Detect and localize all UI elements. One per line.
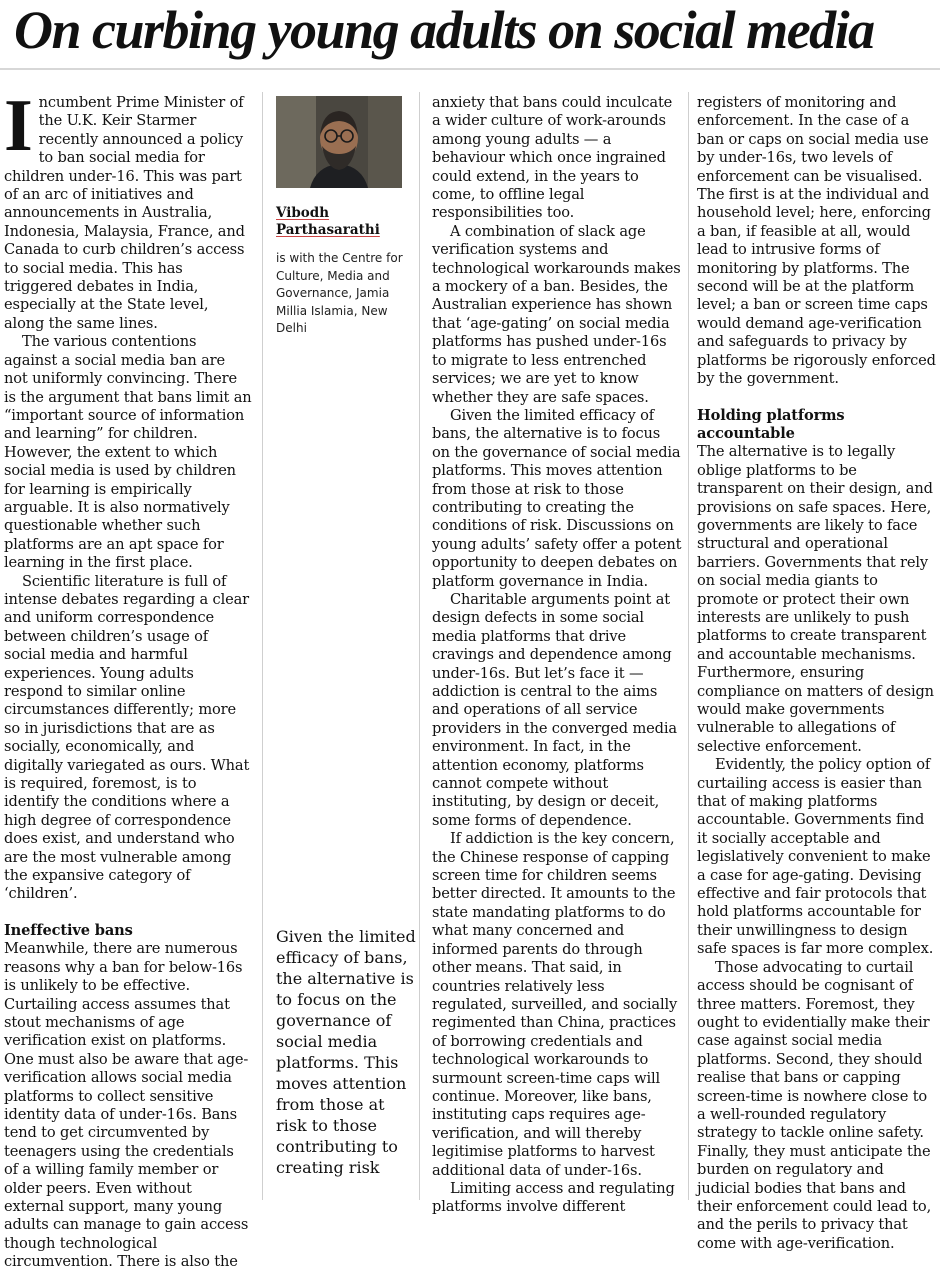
paragraph: The alternative is to legally oblige platforms to be transparent on their design, and provisions on safe spaces. Here, governments are likely to face structural and operational barriers. Governments that rely on social media giants to promote or protect their own interests are unlikely to push platforms to create transparent and accountable mechanisms. Furthermore, ensuring compliance on matters of design would make governments vulnerable to allegations of selective enforcement.	[697, 443, 934, 755]
paragraph: Evidently, the policy option of curtailing access is easier than that of making platforms accountable. Governments find it socially acceptable and legislatively convenient to make a case for age-gating. Devising effective and fair protocols that hold platforms accountable for their unwillingness to design safe spaces is far more complex.	[697, 756, 934, 958]
subheading-holding-platforms: Holding platforms accountable	[697, 406, 845, 442]
article-column-4	[697, 94, 937, 1252]
headline: On curbing young adults on social media	[14, 0, 874, 60]
paragraph: Given the limited efficacy of bans, the alternative is to focus on the governance of social media platforms. This moves attention from those at risk to those contributing to creating the conditions of risk. Discussions on young adults’ safety offer a potent opportunity to deepen debates on platform governance in India.	[432, 406, 682, 590]
paragraph: Limiting access and regulating platforms involve different	[432, 1179, 675, 1216]
author-photo	[276, 96, 402, 188]
paragraph: A combination of slack age verification systems and technological workarounds makes a mockery of a ban. Besides, the Australian experience has shown that ‘age-gating’ on social media platforms has pushed under-16s to migrate to less entrenched services; we are yet to know whether they are safe spaces.	[432, 222, 681, 406]
drop-cap: I	[4, 85, 33, 167]
column-divider	[688, 92, 689, 1200]
lead-paragraph: Incumbent Prime Minister of the U.K. Keir Starmer recently announced a policy to ban social media for children under-16. This was part of an arc of initiatives and announcements in Australia, Indonesia, Malaysia, France, and Canada to curb children’s access to social media. This has triggered debates in India, especially at the State level, along the same lines.	[4, 85, 245, 332]
column-divider	[262, 92, 263, 1200]
paragraph: If addiction is the key concern, the Chinese response of capping screen time for children seems better directed. It amounts to the state mandating platforms to do what many concerned and informed parents do through other means. That said, in countries relatively less regulated, surveilled, and socially regimented than China, practices of borrowing credentials and technological workarounds to surmount screen-time caps will continue. Moreover, like bans, instituting caps requires age-verification, and will thereby legitimise platforms to harvest additional data of under-16s.	[432, 830, 678, 1179]
article-column-1	[4, 85, 252, 1271]
paragraph: anxiety that bans could inculcate a wider culture of work-arounds among young adults — a behaviour which once ingrained could extend, in the years to come, to offline legal responsibilities too.	[432, 94, 673, 222]
paragraph: registers of monitoring and enforcement. In the case of a ban or caps on social media use by under-16s, two levels of enforcement can be visualised. The first is at the individual and household level; here, enforcing a ban, if feasible at all, would lead to intrusive forms of monitoring by platforms. The second will be at the platform level; a ban or screen time caps would demand age-verification and safeguards to privacy by platforms be rigorously enforced by the government.	[697, 94, 936, 388]
article-column-3	[432, 94, 682, 1216]
paragraph: The various contentions against a social media ban are not uniformly convincing. There is the argument that bans limit an “important source of information and learning” for children. However, the extent to which social media is used by children for learning is empirically arguable. It is also normatively questionable whether such platforms are an apt space for learning in the first place.	[4, 333, 252, 572]
column-divider	[419, 92, 420, 1200]
pull-quote: Given the limited efficacy of bans, the alternative is to focus on the governance of social media platforms. This moves attention from those at risk to those contributing to creating risk	[276, 927, 416, 1177]
headline-rule	[0, 68, 940, 70]
paragraph: Scientific literature is full of intense debates regarding a clear and uniform correspondence between children’s usage of social media and harmful experiences. Young adults respond to similar online circumstances differently; more so in jurisdictions that are as socially, economically, and digitally variegated as ours. What is required, foremost, is to identify the conditions where a high degree of correspondence does exist, and understand who are the most vulnerable among the expansive category of ‘children’.	[4, 572, 250, 903]
author-bio: is with the Centre for Culture, Media and Governance, Jamia Millia Islamia, New Delhi	[276, 251, 403, 335]
paragraph: Charitable arguments point at design defects in some social media platforms that drive cravings and dependence among under-16s. But let’s face it — addiction is central to the aims and operations of all service providers in the converged media environment. In fact, in the attention economy, platforms cannot compete without instituting, by design or deceit, some forms of dependence.	[432, 590, 677, 829]
paragraph: Meanwhile, there are numerous reasons why a ban for below-16s is unlikely to be effective. Curtailing access assumes that stout mechanisms of age verification exist on platforms. One must also be aware that age-verification allows social media platforms to collect sensitive identity data of under-16s. Bans tend to get circumvented by teenagers using the credentials of a willing family member or older peers. Even without external support, many young adults can manage to gain access though technological circumvention. There is also the	[4, 940, 249, 1271]
subheading-ineffective-bans: Ineffective bans	[4, 921, 133, 939]
paragraph: Those advocating to curtail access should be cognisant of three matters. Foremost, they ought to evidentially make their case against social media platforms. Second, they should realise that bans or capping screen-time is nowhere close to a well-rounded regulatory strategy to tackle online safety. Finally, they must anticipate the burden on regulatory and judicial bodies that bans and their enforcement could lead to, and the perils to privacy that come with age-verification.	[697, 958, 932, 1252]
author-name: Vibodh Parthasarathi	[276, 205, 380, 238]
